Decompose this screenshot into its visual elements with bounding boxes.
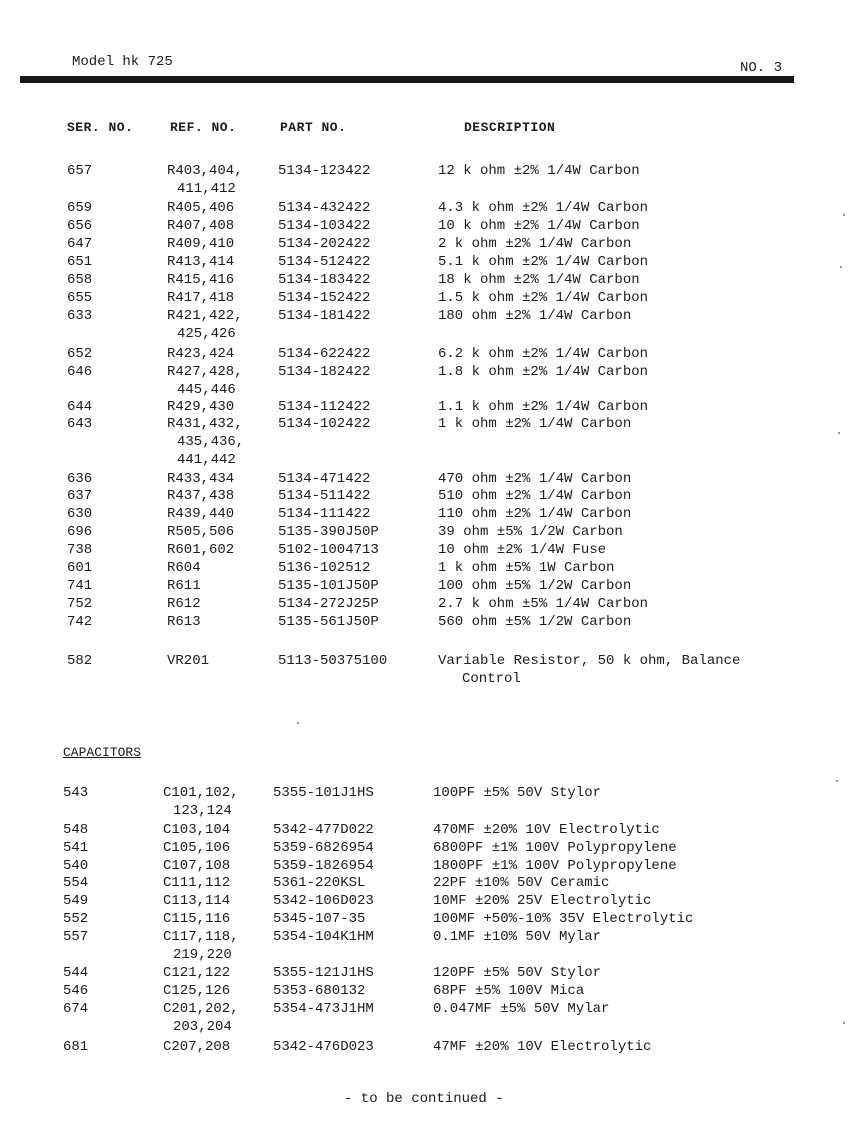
ref-no-cell: R403,404, <box>167 163 243 179</box>
ref-no-continuation: 445,446 <box>177 382 236 398</box>
ser-no-cell: 651 <box>67 254 93 270</box>
description-cell: 10 k ohm ±2% 1/4W Carbon <box>438 218 640 234</box>
ser-no-cell: 738 <box>67 542 93 558</box>
description-cell: 6800PF ±1% 100V Polypropylene <box>433 840 677 856</box>
description-cell: 1 k ohm ±2% 1/4W Carbon <box>438 416 632 432</box>
scan-speck <box>843 214 845 216</box>
description-cell: 510 ohm ±2% 1/4W Carbon <box>438 488 632 504</box>
part-no-cell: 5359-6826954 <box>273 840 374 856</box>
capacitor-row <box>0 928 865 963</box>
description-cell: 5.1 k ohm ±2% 1/4W Carbon <box>438 254 649 270</box>
part-no-cell: 5345-107-35 <box>273 911 366 927</box>
ser-no-cell: 601 <box>67 560 93 576</box>
ref-no-cell: R611 <box>167 578 201 594</box>
ser-no-cell: 543 <box>63 785 89 801</box>
ref-no-continuation: 435,436, <box>177 434 245 450</box>
capacitor-row <box>0 1038 865 1056</box>
ser-no-cell: 696 <box>67 524 93 540</box>
part-no-cell: 5355-121J1HS <box>273 965 374 981</box>
part-no-cell: 5113-50375100 <box>278 653 388 669</box>
ser-no-cell: 741 <box>67 578 93 594</box>
ref-no-cell: C117,118, <box>163 929 239 945</box>
ref-no-cell: C121,122 <box>163 965 231 981</box>
ref-no-cell: C207,208 <box>163 1039 231 1055</box>
ref-no-continuation: 411,412 <box>177 181 236 197</box>
resistor-row <box>0 559 865 577</box>
resistor-row <box>0 253 865 271</box>
ser-no-cell: 548 <box>63 822 89 838</box>
part-no-cell: 5135-390J50P <box>278 524 379 540</box>
description-cell: 1800PF ±1% 100V Polypropylene <box>433 858 677 874</box>
scan-speck <box>297 722 299 724</box>
ref-no-cell: C111,112 <box>163 875 231 891</box>
capacitor-row <box>0 1000 865 1035</box>
capacitor-row <box>0 964 865 982</box>
ser-no-cell: 752 <box>67 596 93 612</box>
description-cell: 470 ohm ±2% 1/4W Carbon <box>438 471 632 487</box>
ref-no-cell: VR201 <box>167 653 210 669</box>
ser-no-cell: 554 <box>63 875 89 891</box>
part-no-cell: 5134-512422 <box>278 254 371 270</box>
ref-no-cell: R439,440 <box>167 506 235 522</box>
ref-no-cell: R433,434 <box>167 471 235 487</box>
resistor-row <box>0 415 865 468</box>
ser-no-cell: 659 <box>67 200 93 216</box>
ref-no-continuation: 203,204 <box>173 1019 232 1035</box>
description-continuation: Control <box>462 671 521 687</box>
resistor-row <box>0 235 865 253</box>
part-no-cell: 5354-104K1HM <box>273 929 374 945</box>
ref-no-continuation: 123,124 <box>173 803 232 819</box>
ser-no-cell: 637 <box>67 488 93 504</box>
part-no-cell: 5136-102512 <box>278 560 371 576</box>
description-cell: 4.3 k ohm ±2% 1/4W Carbon <box>438 200 649 216</box>
part-no-cell: 5134-183422 <box>278 272 371 288</box>
description-cell: 1 k ohm ±5% 1W Carbon <box>438 560 615 576</box>
ref-no-continuation: 219,220 <box>173 947 232 963</box>
ser-no-cell: 544 <box>63 965 89 981</box>
part-no-cell: 5342-477D022 <box>273 822 374 838</box>
model-label: Model hk 725 <box>72 54 173 70</box>
resistor-row <box>0 307 865 342</box>
part-no-cell: 5361-220KSL <box>273 875 366 891</box>
ref-no-continuation: 441,442 <box>177 452 236 468</box>
description-cell: 470MF ±20% 10V Electrolytic <box>433 822 660 838</box>
description-cell: 1.5 k ohm ±2% 1/4W Carbon <box>438 290 649 306</box>
resistor-row <box>0 345 865 363</box>
capacitor-row <box>0 857 865 875</box>
ser-no-cell: 633 <box>67 308 93 324</box>
scan-speck <box>843 1022 845 1024</box>
scan-speck <box>838 432 840 434</box>
resistor-row <box>0 470 865 488</box>
ser-no-cell: 742 <box>67 614 93 630</box>
ser-no-cell: 552 <box>63 911 89 927</box>
ser-no-cell: 647 <box>67 236 93 252</box>
column-header-ref-no: REF. NO. <box>170 120 237 135</box>
ser-no-cell: 630 <box>67 506 93 522</box>
part-no-cell: 5102-1004713 <box>278 542 379 558</box>
resistor-row <box>0 505 865 523</box>
part-no-cell: 5134-432422 <box>278 200 371 216</box>
resistor-row <box>0 487 865 505</box>
part-no-cell: 5134-112422 <box>278 399 371 415</box>
ser-no-cell: 646 <box>67 364 93 380</box>
ser-no-cell: 656 <box>67 218 93 234</box>
ref-no-cell: R431,432, <box>167 416 243 432</box>
ref-no-cell: R429,430 <box>167 399 235 415</box>
ref-no-cell: C107,108 <box>163 858 231 874</box>
ref-no-cell: R415,416 <box>167 272 235 288</box>
part-no-cell: 5134-622422 <box>278 346 371 362</box>
ref-no-cell: C103,104 <box>163 822 231 838</box>
part-no-cell: 5135-561J50P <box>278 614 379 630</box>
description-cell: 100 ohm ±5% 1/2W Carbon <box>438 578 632 594</box>
resistor-row <box>0 652 865 687</box>
description-cell: 2 k ohm ±2% 1/4W Carbon <box>438 236 632 252</box>
part-no-cell: 5134-202422 <box>278 236 371 252</box>
part-no-cell: 5134-181422 <box>278 308 371 324</box>
resistor-row <box>0 577 865 595</box>
ser-no-cell: 674 <box>63 1001 89 1017</box>
description-cell: 110 ohm ±2% 1/4W Carbon <box>438 506 632 522</box>
part-no-cell: 5355-101J1HS <box>273 785 374 801</box>
ser-no-cell: 549 <box>63 893 89 909</box>
capacitor-row <box>0 784 865 819</box>
description-cell: 180 ohm ±2% 1/4W Carbon <box>438 308 632 324</box>
ref-no-cell: R505,506 <box>167 524 235 540</box>
ser-no-cell: 655 <box>67 290 93 306</box>
part-no-cell: 5134-272J25P <box>278 596 379 612</box>
description-cell: 100PF ±5% 50V Stylor <box>433 785 602 801</box>
description-cell: 10 ohm ±2% 1/4W Fuse <box>438 542 607 558</box>
ref-no-cell: R405,406 <box>167 200 235 216</box>
ser-no-cell: 540 <box>63 858 89 874</box>
resistor-row <box>0 595 865 613</box>
part-no-cell: 5134-182422 <box>278 364 371 380</box>
column-header-ser-no: SER. NO. <box>67 120 134 135</box>
ser-no-cell: 681 <box>63 1039 89 1055</box>
scan-speck <box>836 780 838 782</box>
capacitor-row <box>0 874 865 892</box>
description-cell: 0.047MF ±5% 50V Mylar <box>433 1001 610 1017</box>
page-number: NO. 3 <box>740 60 783 76</box>
part-no-cell: 5134-103422 <box>278 218 371 234</box>
ref-no-cell: R417,418 <box>167 290 235 306</box>
resistor-row <box>0 199 865 217</box>
ref-no-cell: R613 <box>167 614 201 630</box>
resistor-row <box>0 162 865 197</box>
ref-no-cell: C113,114 <box>163 893 231 909</box>
ref-no-cell: R437,438 <box>167 488 235 504</box>
ser-no-cell: 636 <box>67 471 93 487</box>
capacitors-heading: CAPACITORS <box>63 745 142 760</box>
ser-no-cell: 557 <box>63 929 89 945</box>
ser-no-cell: 582 <box>67 653 93 669</box>
description-cell: 47MF ±20% 10V Electrolytic <box>433 1039 652 1055</box>
description-cell: 18 k ohm ±2% 1/4W Carbon <box>438 272 640 288</box>
part-no-cell: 5134-152422 <box>278 290 371 306</box>
description-cell: 6.2 k ohm ±2% 1/4W Carbon <box>438 346 649 362</box>
resistor-row <box>0 363 865 398</box>
description-cell: 0.1MF ±10% 50V Mylar <box>433 929 602 945</box>
part-no-cell: 5134-123422 <box>278 163 371 179</box>
part-no-cell: 5359-1826954 <box>273 858 374 874</box>
description-cell: 22PF ±10% 50V Ceramic <box>433 875 610 891</box>
part-no-cell: 5354-473J1HM <box>273 1001 374 1017</box>
ser-no-cell: 652 <box>67 346 93 362</box>
ref-no-cell: C101,102, <box>163 785 239 801</box>
description-cell: 1.8 k ohm ±2% 1/4W Carbon <box>438 364 649 380</box>
part-no-cell: 5134-102422 <box>278 416 371 432</box>
capacitor-row <box>0 821 865 839</box>
description-cell: 1.1 k ohm ±2% 1/4W Carbon <box>438 399 649 415</box>
ref-no-cell: C105,106 <box>163 840 231 856</box>
ser-no-cell: 546 <box>63 983 89 999</box>
ser-no-cell: 643 <box>67 416 93 432</box>
ser-no-cell: 657 <box>67 163 93 179</box>
continued-note: - to be continued - <box>344 1091 504 1107</box>
description-cell: 2.7 k ohm ±5% 1/4W Carbon <box>438 596 649 612</box>
description-cell: 120PF ±5% 50V Stylor <box>433 965 602 981</box>
scan-speck <box>840 266 842 268</box>
description-cell: 10MF ±20% 25V Electrolytic <box>433 893 652 909</box>
resistor-row <box>0 398 865 416</box>
ref-no-continuation: 425,426 <box>177 326 236 342</box>
resistor-row <box>0 289 865 307</box>
ref-no-cell: R413,414 <box>167 254 235 270</box>
part-no-cell: 5134-511422 <box>278 488 371 504</box>
ser-no-cell: 658 <box>67 272 93 288</box>
resistor-row <box>0 613 865 631</box>
ref-no-cell: C201,202, <box>163 1001 239 1017</box>
description-cell: 39 ohm ±5% 1/2W Carbon <box>438 524 623 540</box>
resistor-row <box>0 271 865 289</box>
ref-no-cell: R427,428, <box>167 364 243 380</box>
ser-no-cell: 644 <box>67 399 93 415</box>
description-cell: 560 ohm ±5% 1/2W Carbon <box>438 614 632 630</box>
description-cell: 100MF +50%-10% 35V Electrolytic <box>433 911 694 927</box>
part-no-cell: 5135-101J50P <box>278 578 379 594</box>
part-no-cell: 5134-471422 <box>278 471 371 487</box>
capacitor-row <box>0 839 865 857</box>
description-cell: 68PF ±5% 100V Mica <box>433 983 585 999</box>
part-no-cell: 5134-111422 <box>278 506 371 522</box>
ser-no-cell: 541 <box>63 840 89 856</box>
column-header-description: DESCRIPTION <box>464 120 556 135</box>
description-cell: 12 k ohm ±2% 1/4W Carbon <box>438 163 640 179</box>
resistor-row <box>0 523 865 541</box>
header-rule <box>20 76 794 83</box>
part-no-cell: 5353-680132 <box>273 983 366 999</box>
capacitor-row <box>0 892 865 910</box>
ref-no-cell: R601,602 <box>167 542 235 558</box>
ref-no-cell: R604 <box>167 560 201 576</box>
part-no-cell: 5342-476D023 <box>273 1039 374 1055</box>
ref-no-cell: R421,422, <box>167 308 243 324</box>
capacitor-row <box>0 910 865 928</box>
ref-no-cell: R407,408 <box>167 218 235 234</box>
ref-no-cell: R612 <box>167 596 201 612</box>
ref-no-cell: R409,410 <box>167 236 235 252</box>
resistor-row <box>0 217 865 235</box>
resistor-row <box>0 541 865 559</box>
ref-no-cell: R423,424 <box>167 346 235 362</box>
part-no-cell: 5342-106D023 <box>273 893 374 909</box>
capacitor-row <box>0 982 865 1000</box>
ref-no-cell: C115,116 <box>163 911 231 927</box>
column-header-part-no: PART NO. <box>280 120 347 135</box>
ref-no-cell: C125,126 <box>163 983 231 999</box>
description-cell: Variable Resistor, 50 k ohm, Balance <box>438 653 741 669</box>
